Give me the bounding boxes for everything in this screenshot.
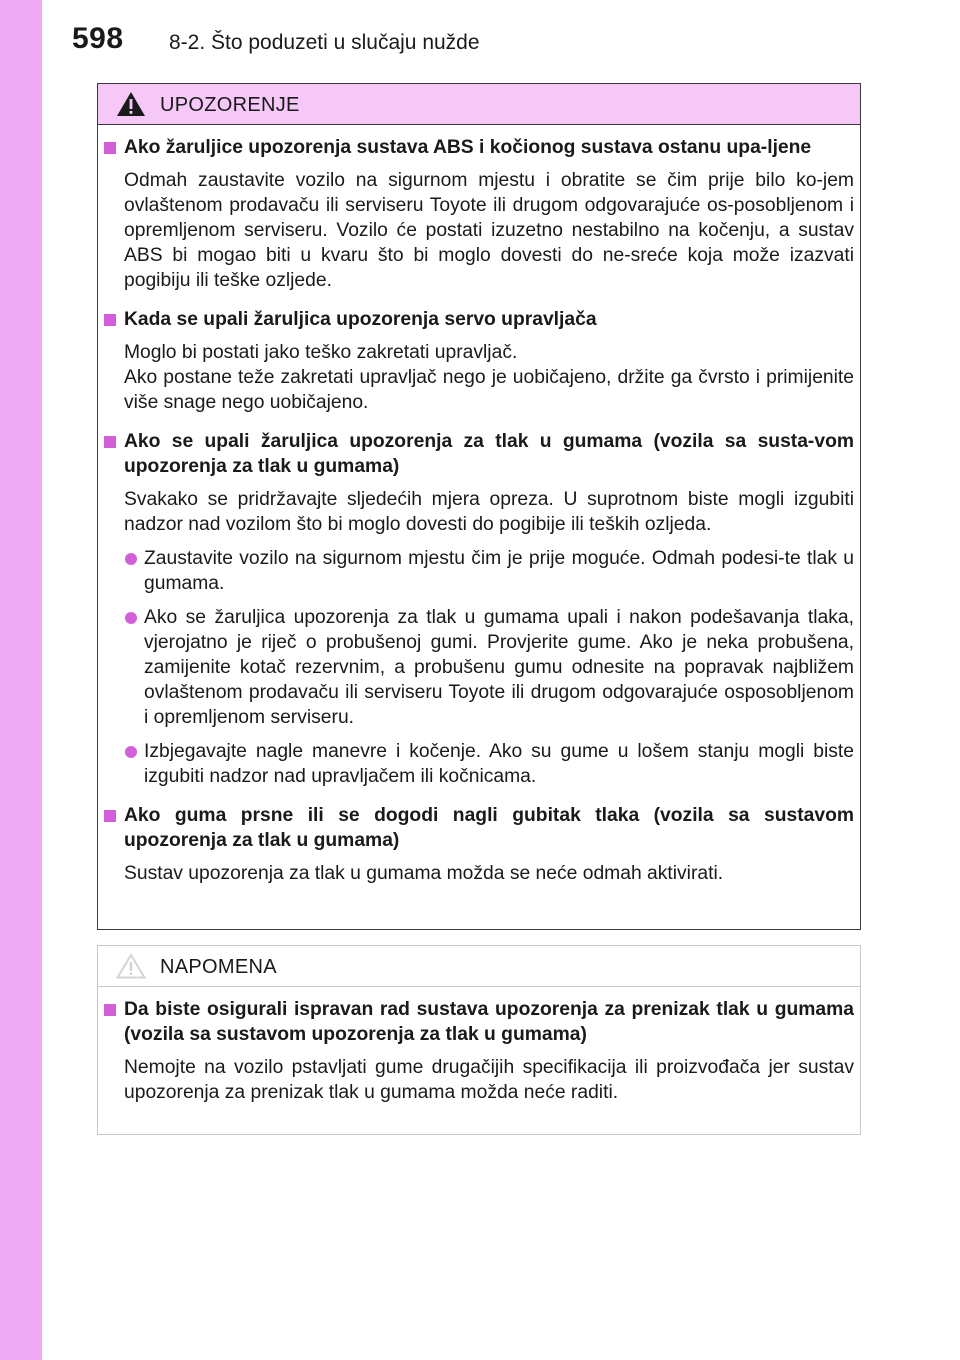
square-bullet-icon: [104, 436, 116, 448]
section-heading: [104, 307, 854, 332]
page-number: 598: [72, 22, 124, 55]
page-header: [0, 0, 960, 72]
round-bullet-icon: [125, 746, 137, 758]
square-bullet-icon: [104, 314, 116, 326]
warning-section: [104, 135, 854, 293]
dot-list-item: [104, 739, 854, 789]
dot-list-item: [104, 605, 854, 730]
section-paragraph: Svakako se pridržavajte sljedećih mjera opreza. U suprotnom biste mogli izgubiti nadzor nad vozilom što bi moglo dovesti do pogibije ili teških ozljeda.: [124, 489, 854, 535]
warning-box-body: [104, 135, 854, 900]
section-paragraph: Sustav upozorenja za tlak u gumama možda se neće odmah aktivirati.: [124, 863, 724, 884]
section-heading: [104, 135, 854, 160]
section-heading-text: Kada se upali žaruljica upozorenja servo upravljača: [124, 309, 597, 330]
section-heading-text: Ako guma prsne ili se dogodi nagli gubitak tlaka (vozila sa sustavom upozorenja za tlak u gumama): [124, 805, 854, 851]
dot-list-item-text: Izbjegavajte nagle manevre i kočenje. Ako su gume u lošem stanju mogli biste izgubiti nadzor nad upravljačem ili kočnicama.: [144, 741, 854, 787]
notice-triangle-icon: [116, 953, 146, 979]
square-bullet-icon: [104, 142, 116, 154]
notice-box-title: NAPOMENA: [160, 956, 277, 978]
warning-section: [104, 803, 854, 886]
round-bullet-icon: [125, 553, 137, 565]
section-heading: [104, 429, 854, 479]
section-title: 8-2. Što poduzeti u slučaju nužde: [169, 31, 480, 54]
notice-box-body: [104, 997, 854, 1119]
notice-section: [104, 997, 854, 1105]
section-paragraph: Nemojte na vozilo pstavljati gume drugačijih specifikacija ili proizvođača jer sustav upozorenja za prenizak tlak u gumama možda neće raditi.: [124, 1057, 854, 1103]
round-bullet-icon: [125, 612, 137, 624]
dot-list-item-text: Ako se žaruljica upozorenja za tlak u gumama upali i nakon podešavanja tlaka, vjerojatno je riječ o probušenoj gumi. Provjerite gume. Ako je neka probušena, zamijenite kotač rezervnim, a probušenu gumu odnesite na popravak najbližem ovlaštenom prodavaču ili serviseru Toyote ili drugom odgovarajuće osposobljenom i opremljenom serviseru.: [144, 607, 854, 728]
section-heading-text: Ako se upali žaruljica upozorenja za tlak u gumama (vozila sa susta-vom upozorenja za tlak u gumama): [124, 431, 854, 477]
section-paragraph: Odmah zaustavite vozilo na sigurnom mjestu i obratite se čim prije bilo ko-jem ovlaštenom prodavaču ili serviseru Toyote ili drugom odgovarajuće os-posobljenom i opremljenom serviseru. Vozilo će postati izuzetno nestabilno na kočenju, a sustav ABS bi mogao biti u kvaru što bi moglo dovesti do ne-sreće koja može izazvati pogibiju ili teške ozljede.: [124, 170, 854, 291]
warning-section: [104, 429, 854, 789]
warning-triangle-icon: [116, 91, 146, 117]
dot-list-item: [104, 546, 854, 596]
side-color-strip: [0, 0, 42, 1360]
square-bullet-icon: [104, 1004, 116, 1016]
section-heading: [104, 803, 854, 853]
notice-box: [97, 945, 861, 1135]
warning-box-title: UPOZORENJE: [160, 94, 300, 116]
square-bullet-icon: [104, 810, 116, 822]
warning-box: [97, 83, 861, 930]
notice-box-header: [98, 946, 860, 987]
dot-list-item-text: Zaustavite vozilo na sigurnom mjestu čim je prije moguće. Odmah podesi-te tlak u gumama.: [144, 548, 854, 594]
section-heading: [104, 997, 854, 1047]
section-paragraph: Moglo bi postati jako teško zakretati upravljač.: [124, 342, 518, 363]
section-heading-text: Da biste osigurali ispravan rad sustava upozorenja za prenizak tlak u gumama (vozila sa sustavom upozorenja za tlak u gumama): [124, 999, 854, 1045]
warning-section: [104, 307, 854, 415]
section-heading-text: Ako žaruljice upozorenja sustava ABS i kočionog sustava ostanu upa-ljene: [124, 137, 812, 158]
warning-box-header: [98, 84, 860, 125]
section-paragraph: Ako postane teže zakretati upravljač nego je uobičajeno, držite ga čvrsto i primijenite više snage nego uobičajeno.: [124, 367, 854, 413]
